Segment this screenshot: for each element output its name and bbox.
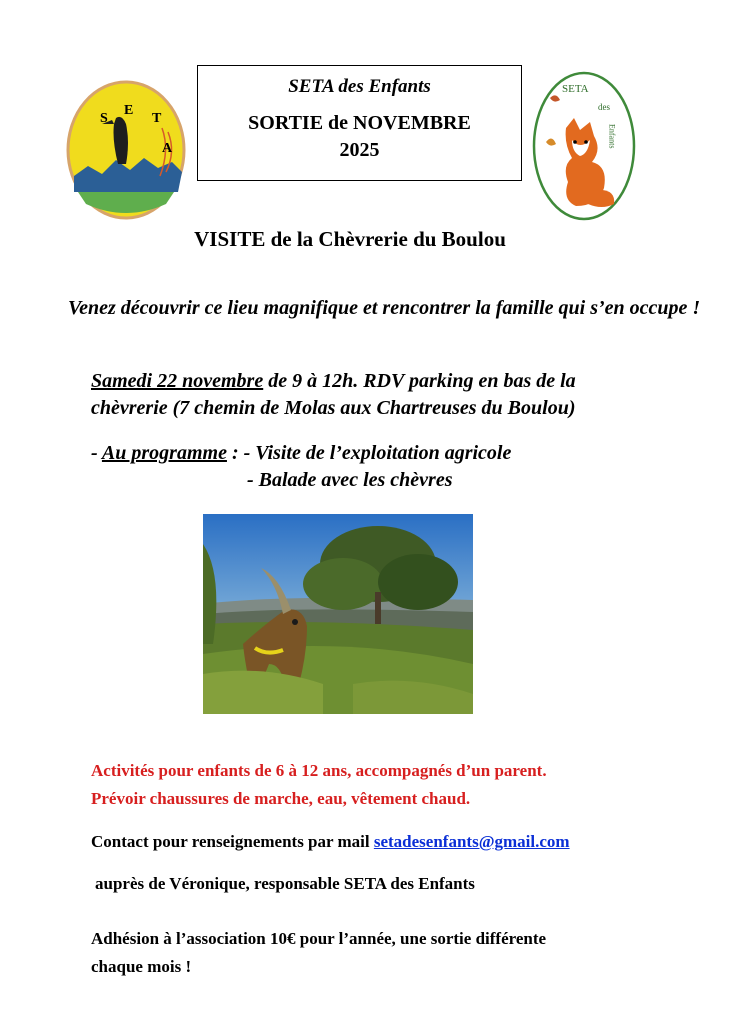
adhesion-line-2: chaque mois ! <box>91 957 192 976</box>
program-item-1: : - Visite de l’exploitation agricole <box>226 442 512 464</box>
intro-text: Venez découvrir ce lieu magnifique et rencontrer la famille qui s’en occupe ! <box>68 297 701 319</box>
seta-logo-left <box>66 80 187 225</box>
info-age: Activités pour enfants de 6 à 12 ans, accompagnés d’un parent. <box>91 761 547 780</box>
org-title: SETA des Enfants <box>288 76 431 97</box>
date-block <box>91 368 721 422</box>
info-equipment: Prévoir chaussures de marche, eau, vêtement chaud. <box>91 789 471 808</box>
page-heading: VISITE de la Chèvrerie du Boulou <box>194 227 506 251</box>
logo-letter-a: A <box>162 141 173 156</box>
event-address: chèvrerie (7 chemin de Molas aux Chartreuses du Boulou) <box>91 397 576 419</box>
event-time-place: de 9 à 12h. RDV parking en bas de la <box>263 370 576 392</box>
logo-text-seta: SETA <box>562 83 589 95</box>
program-item-2: - Balade avec les chèvres <box>247 469 453 491</box>
contact-email-link[interactable]: setadesenfants@gmail.com <box>373 832 570 851</box>
program-dash: - <box>91 442 102 464</box>
goat-photo <box>203 514 473 714</box>
logo-text-enfants: Enfants <box>607 124 617 149</box>
logo-letter-t: T <box>152 111 162 126</box>
adhesion-line-1: Adhésion à l’association 10€ pour l’année, une sortie différente <box>91 929 547 948</box>
logo-letter-s: S <box>100 111 108 126</box>
responsible-line: auprès de Véronique, responsable SETA des Enfants <box>95 874 475 893</box>
seta-enfants-logo-right <box>532 70 637 222</box>
program-line-2 <box>91 467 691 494</box>
sortie-title: SORTIE de NOVEMBRE <box>248 112 471 134</box>
contact-text: Contact pour renseignements par mail <box>91 832 374 851</box>
event-date: Samedi 22 novembre <box>91 370 264 392</box>
title-box <box>197 65 522 181</box>
sortie-year: 2025 <box>339 139 380 161</box>
program-line-1 <box>91 440 691 467</box>
logo-letter-e: E <box>124 103 134 118</box>
info-block <box>91 757 711 813</box>
program-label: Au programme <box>101 442 227 464</box>
program-block <box>91 440 691 494</box>
contact-line <box>91 828 731 856</box>
logo-text-des: des <box>598 102 610 112</box>
adhesion-block <box>91 925 691 981</box>
